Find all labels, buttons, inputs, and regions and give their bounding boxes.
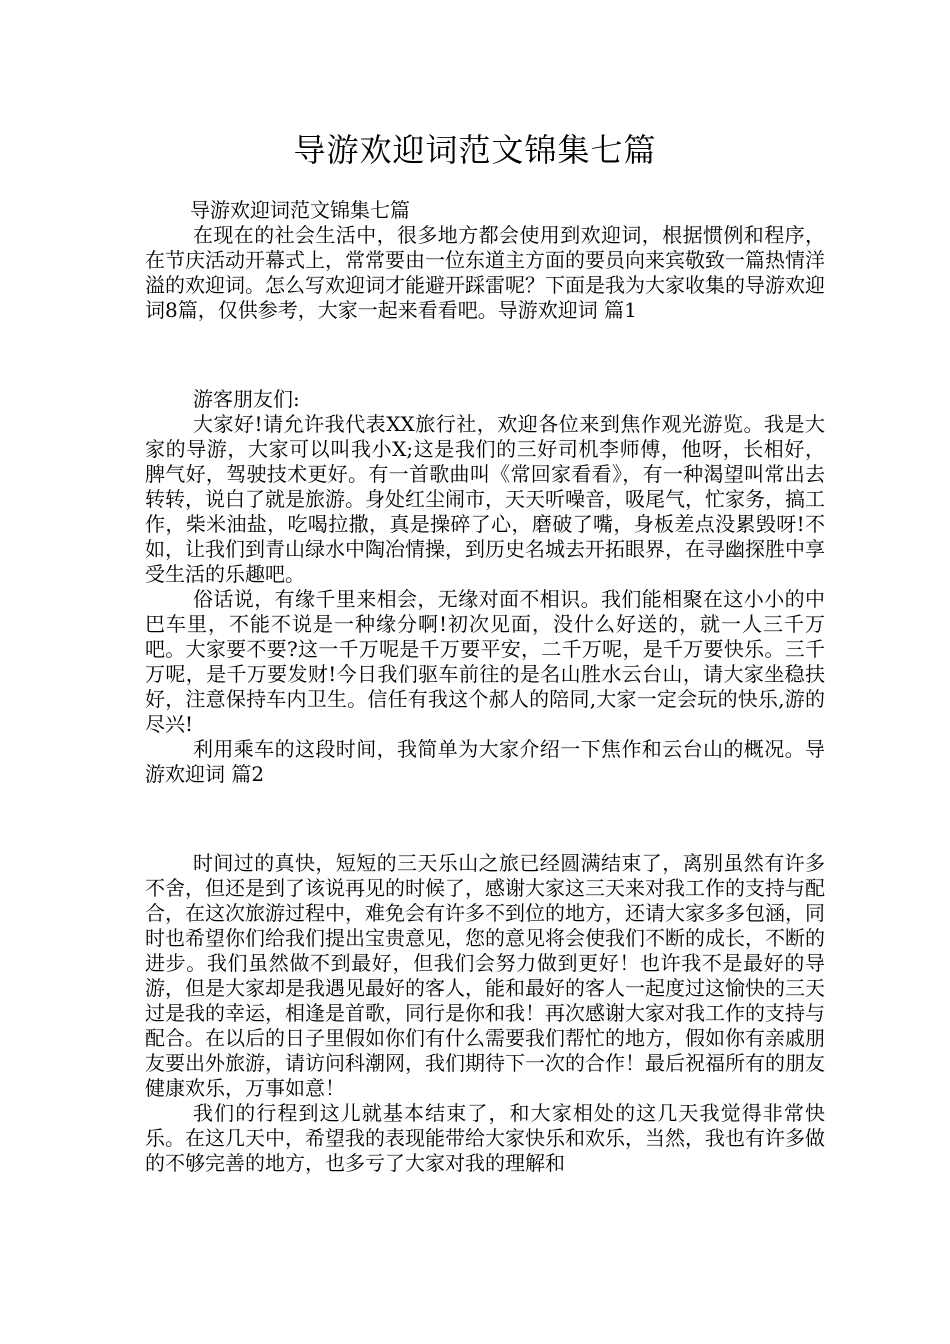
document-subtitle: 导游欢迎词范文锦集七篇 <box>190 198 410 222</box>
document-body <box>145 198 825 1176</box>
paragraph-overview: 利用乘车的这段时间，我简单为大家介绍一下焦作和云台山的概况。导游欢迎词 篇2 <box>145 737 825 786</box>
paragraph-farewell: 时间过的真快，短短的三天乐山之旅已经圆满结束了，离别虽然有许多不舍，但还是到了该说再见的时候了，感谢大家这三天来对我工作的支持与配合，在这次旅游过程中，难免会有许多不到位的地方，还请大家多多包涵，同时也希望你们给我们提出宝贵意见，您的意见将会使我们不断的成长，不断的进步。我们虽然做不到最好，但我们会努力做到更好！也许我不是最好的导游，但是大家却是我遇见最好的客人，能和最好的客人一起度过这愉快的三天过是我的幸运，相逢是首歌，同行是你和我！再次感谢大家对我工作的支持与配合。在以后的日子里假如你们有什么需要我们帮忙的地方，假如你有亲戚朋友要出外旅游，请访问科潮网，我们期待下一次的合作！最后祝福所有的朋友健康欢乐，万事如意！ <box>145 851 825 1100</box>
paragraph-closing: 我们的行程到这儿就基本结束了，和大家相处的这几天我觉得非常快乐。在这几天中，希望我的表现能带给大家快乐和欢乐，当然，我也有许多做的不够完善的地方，也多亏了大家对我的理解和 <box>145 1101 825 1175</box>
section-spacer <box>145 787 825 851</box>
paragraph-greeting: 游客朋友们: <box>193 387 300 411</box>
paragraph-intro: 在现在的社会生活中，很多地方都会使用到欢迎词，根据惯例和程序，在节庆活动开幕式上，常常要由一位东道主方面的要员向来宾敬致一篇热情洋溢的欢迎词。怎么写欢迎词才能避开踩雷呢？下面是我为大家收集的导游欢迎词8篇，仅供参考，大家一起来看看吧。导游欢迎词 篇1 <box>145 223 825 322</box>
section-spacer <box>145 323 825 387</box>
document-title: 导游欢迎词范文锦集七篇 <box>293 131 657 169</box>
paragraph-welcome: 大家好!请允许我代表XX旅行社，欢迎各位来到焦作观光游览。我是大家的导游，大家可以叫我小X;这是我们的三好司机李师傅，他呀，长相好，脾气好，驾驶技术更好。有一首歌曲叫《常回家看看》，有一种渴望叫常出去转转，说白了就是旅游。身处红尘闹市，天天听噪音，吸尾气，忙家务，搞工作，柴米油盐，吃喝拉撒，真是操碎了心，磨破了嘴，身板差点没累毁呀!不如，让我们到青山绿水中陶冶情操，到历史名城去开拓眼界，在寻幽探胜中享受生活的乐趣吧。 <box>145 412 825 586</box>
paragraph-proverb: 俗话说，有缘千里来相会，无缘对面不相识。我们能相聚在这小小的中巴车里，不能不说是一种缘分啊!初次见面，没什么好送的，就一人三千万吧。大家要不要?这一千万呢是千万要平安，二千万呢，是千万要快乐。三千万呢，是千万要发财!今日我们驱车前往的是名山胜水云台山，请大家坐稳扶好，注意保持车内卫生。信任有我这个郝人的陪同,大家一定会玩的快乐,游的尽兴! <box>145 587 825 736</box>
